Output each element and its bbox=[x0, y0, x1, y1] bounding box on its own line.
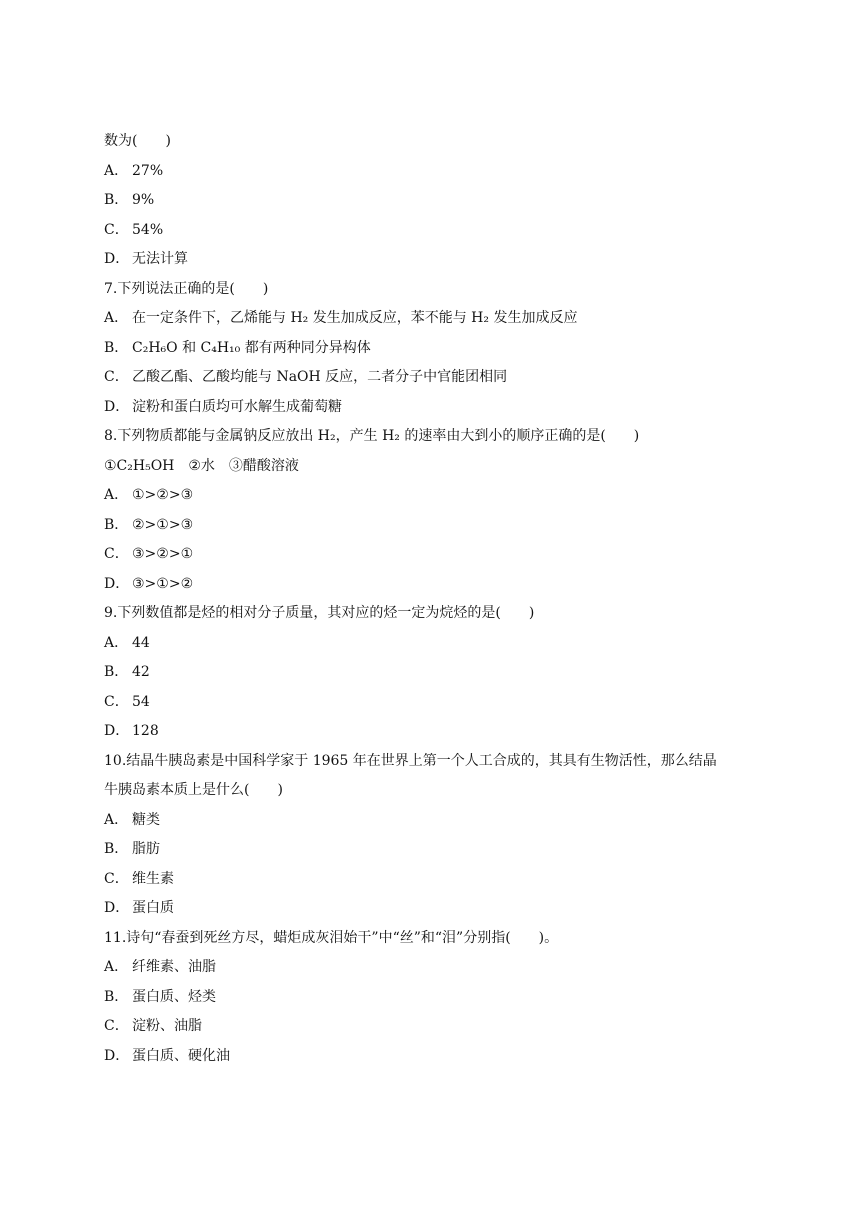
option-text: 乙酸乙酯、乙酸均能与 NaOH 反应，二者分子中官能团相同 bbox=[132, 369, 508, 385]
option-d bbox=[104, 894, 804, 924]
option-b bbox=[104, 658, 804, 688]
option-label: A． bbox=[104, 634, 129, 651]
option-label: D． bbox=[104, 575, 130, 592]
option-label: C． bbox=[104, 221, 129, 238]
option-d bbox=[104, 245, 804, 275]
option-a bbox=[104, 304, 804, 334]
question-stem: 数为( ) bbox=[104, 133, 171, 149]
option-text: 纤维素、油脂 bbox=[132, 959, 216, 975]
option-text: 27% bbox=[132, 162, 164, 179]
option-text: C₂H₆O 和 C₄H₁₀ 都有两种同分异构体 bbox=[132, 339, 371, 356]
option-label: D． bbox=[104, 398, 130, 415]
question-stem-line-2: 牛胰岛素本质上是什么( ) bbox=[104, 782, 283, 798]
option-d bbox=[104, 717, 804, 747]
option-text: ③>①>② bbox=[132, 575, 194, 592]
option-b bbox=[104, 511, 804, 541]
option-b bbox=[104, 983, 804, 1013]
option-d bbox=[104, 570, 804, 600]
question-10 bbox=[104, 747, 804, 924]
option-text: ③>②>① bbox=[132, 546, 194, 562]
question-11 bbox=[104, 924, 804, 1072]
option-text: 无法计算 bbox=[132, 251, 188, 267]
question-list bbox=[104, 127, 804, 1071]
option-text: 蛋白质、硬化油 bbox=[132, 1047, 230, 1064]
question-stem: 8.下列物质都能与金属钠反应放出 H₂，产生 H₂ 的速率由大到小的顺序正确的是( ) bbox=[104, 428, 640, 444]
option-d bbox=[104, 393, 804, 423]
option-text: 糖类 bbox=[132, 811, 160, 828]
option-c bbox=[104, 865, 804, 895]
question-6-continued bbox=[104, 127, 804, 275]
option-label: D． bbox=[104, 723, 130, 739]
option-text: ②>①>③ bbox=[132, 516, 194, 533]
option-label: B． bbox=[104, 339, 129, 356]
option-text: 淀粉和蛋白质均可水解生成葡萄糖 bbox=[132, 398, 342, 415]
option-text: 9% bbox=[132, 192, 155, 208]
option-text: 54% bbox=[132, 221, 164, 238]
option-text: ①>②>③ bbox=[132, 487, 194, 503]
option-label: A． bbox=[104, 162, 129, 179]
option-label: D． bbox=[104, 900, 130, 916]
question-stem: 11.诗句“春蚕到死丝方尽，蜡炬成灰泪始干”中“丝”和“泪”分别指( )。 bbox=[104, 929, 559, 946]
option-a bbox=[104, 629, 804, 659]
question-stem: 7.下列说法正确的是( ) bbox=[104, 280, 269, 297]
option-a bbox=[104, 157, 804, 187]
option-b bbox=[104, 835, 804, 865]
option-text: 在一定条件下，乙烯能与 H₂ 发生加成反应，苯不能与 H₂ 发生加成反应 bbox=[132, 310, 578, 326]
option-a bbox=[104, 481, 804, 511]
option-c bbox=[104, 216, 804, 246]
option-label: C． bbox=[104, 693, 129, 710]
option-label: D． bbox=[104, 251, 130, 267]
option-text: 44 bbox=[132, 634, 150, 651]
option-label: C． bbox=[104, 546, 129, 562]
option-a bbox=[104, 953, 804, 983]
question-7 bbox=[104, 275, 804, 423]
option-label: C． bbox=[104, 1018, 129, 1034]
option-c bbox=[104, 540, 804, 570]
option-text: 54 bbox=[132, 693, 150, 710]
option-text: 维生素 bbox=[132, 870, 174, 887]
option-c bbox=[104, 363, 804, 393]
option-b bbox=[104, 334, 804, 364]
question-8 bbox=[104, 422, 804, 599]
option-text: 128 bbox=[132, 723, 159, 739]
option-d bbox=[104, 1042, 804, 1072]
question-9 bbox=[104, 599, 804, 747]
option-c bbox=[104, 1012, 804, 1042]
option-text: 脂肪 bbox=[132, 841, 160, 857]
option-label: B． bbox=[104, 988, 129, 1005]
option-a bbox=[104, 806, 804, 836]
option-label: D． bbox=[104, 1047, 130, 1064]
option-label: A． bbox=[104, 959, 129, 975]
option-text: 蛋白质 bbox=[132, 900, 174, 916]
option-c bbox=[104, 688, 804, 718]
option-label: C． bbox=[104, 369, 129, 385]
option-label: B． bbox=[104, 841, 129, 857]
option-label: A． bbox=[104, 487, 129, 503]
option-label: B． bbox=[104, 516, 129, 533]
option-label: A． bbox=[104, 310, 129, 326]
question-stem-line-1: 10.结晶牛胰岛素是中国科学家于 1965 年在世界上第一个人工合成的，其具有生物活性，那么结晶 bbox=[104, 752, 717, 769]
option-label: B． bbox=[104, 664, 129, 680]
question-stem: 9.下列数值都是烃的相对分子质量，其对应的烃一定为烷烃的是( ) bbox=[104, 605, 535, 621]
option-b bbox=[104, 186, 804, 216]
option-text: 42 bbox=[132, 664, 150, 680]
option-label: B． bbox=[104, 192, 129, 208]
question-substem: ①C₂H₅OH ②水 ③醋酸溶液 bbox=[104, 457, 299, 474]
option-text: 淀粉、油脂 bbox=[132, 1018, 202, 1034]
option-text: 蛋白质、烃类 bbox=[132, 988, 216, 1005]
option-label: C． bbox=[104, 870, 129, 887]
option-label: A． bbox=[104, 811, 129, 828]
